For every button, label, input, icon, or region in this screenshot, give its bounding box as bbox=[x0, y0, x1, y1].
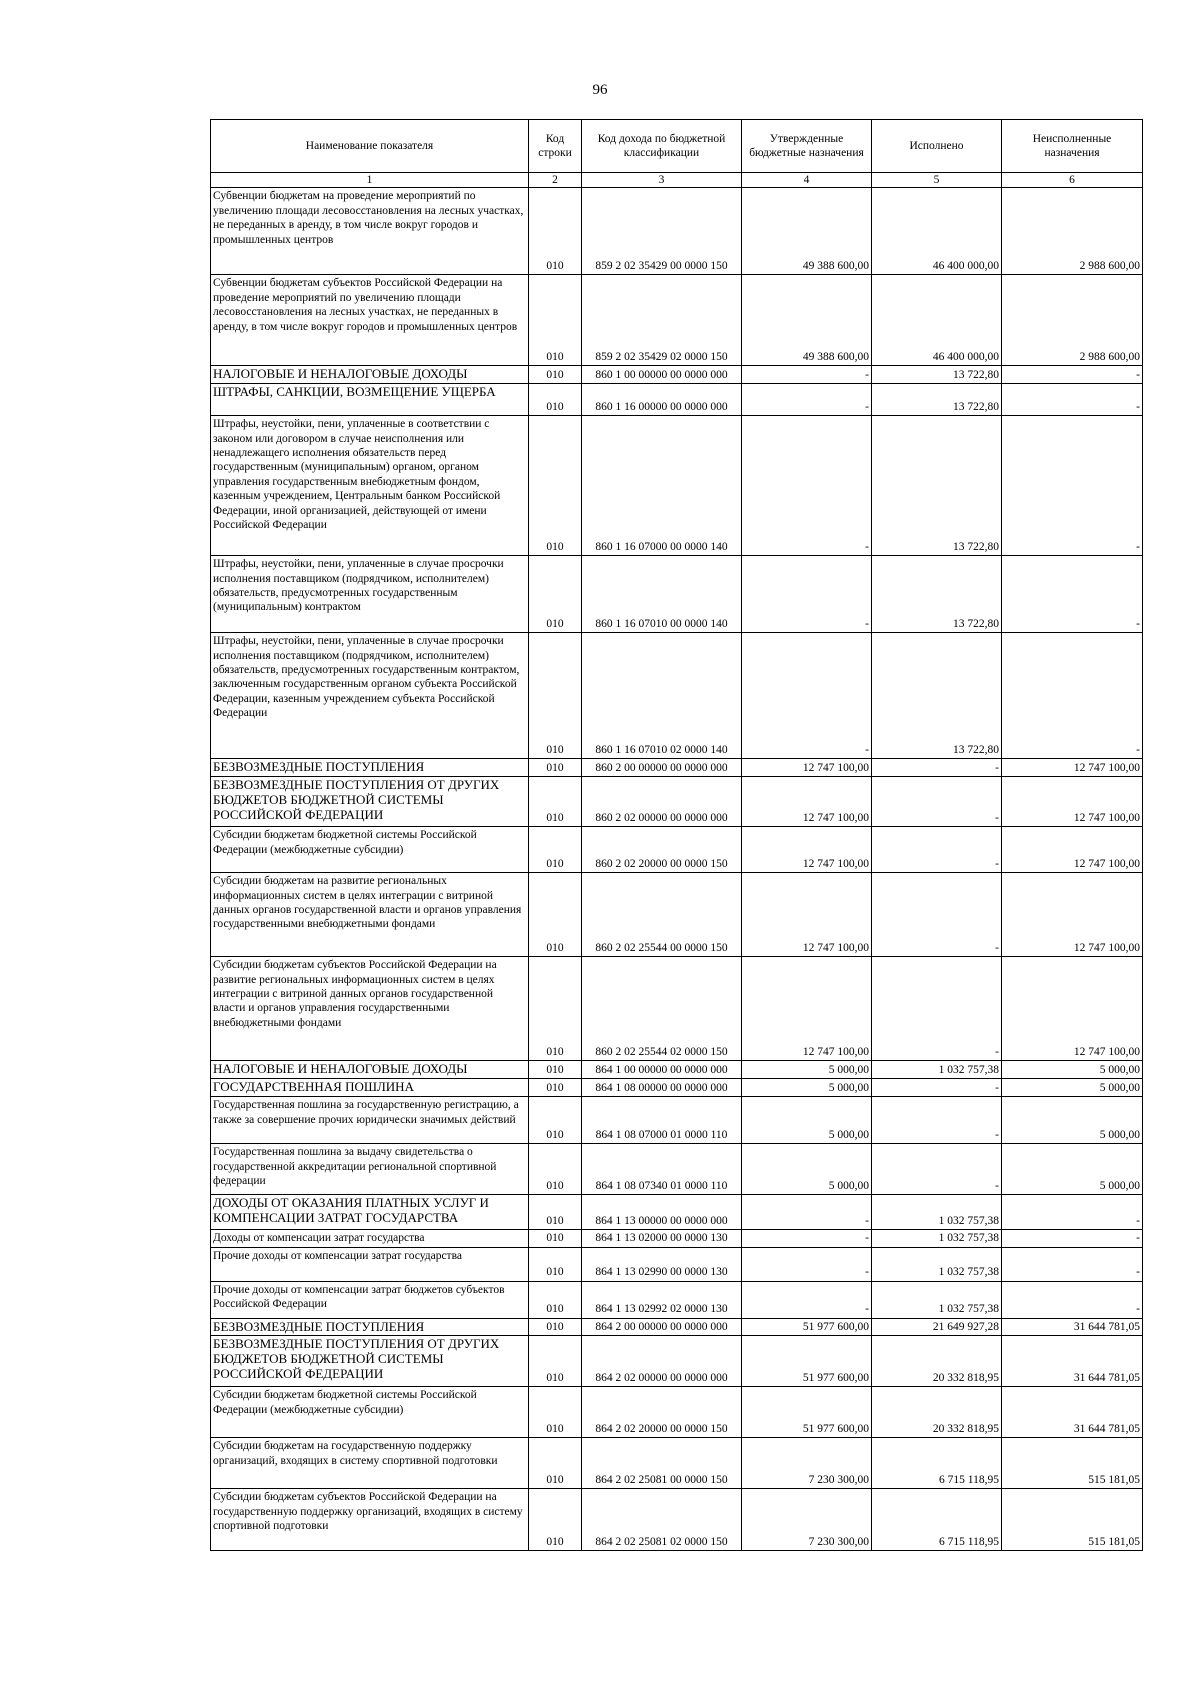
row-income-code-cell: 860 2 02 00000 00 0000 000 bbox=[582, 777, 742, 827]
row-approved-cell: - bbox=[742, 1247, 872, 1281]
row-unexecuted-cell: 12 747 100,00 bbox=[1002, 759, 1143, 777]
row-name-cell: Штрафы, неустойки, пени, уплаченные в соответствии с законом или договором в случае неисполнения или ненадлежащего исполнения обязательств перед государственным (муниципальным) органом, органом управления государственным внебюджетным фондом, казенным учреждением, Центральным банком Российской Федерации, иной организацией, действующей от имени Российской Федерации bbox=[211, 416, 529, 556]
table-row bbox=[211, 188, 1143, 275]
row-approved-cell: - bbox=[742, 556, 872, 633]
table-row bbox=[211, 1247, 1143, 1281]
row-executed-cell: 1 032 757,38 bbox=[872, 1195, 1002, 1230]
table-row bbox=[211, 873, 1143, 957]
row-executed-cell: 13 722,80 bbox=[872, 416, 1002, 556]
table-row bbox=[211, 759, 1143, 777]
row-line-code-cell: 010 bbox=[529, 759, 582, 777]
row-unexecuted-cell: 2 988 600,00 bbox=[1002, 275, 1143, 366]
row-unexecuted-cell: 5 000,00 bbox=[1002, 1061, 1143, 1079]
row-line-code-cell: 010 bbox=[529, 957, 582, 1061]
row-executed-cell: - bbox=[872, 957, 1002, 1061]
row-unexecuted-cell: 12 747 100,00 bbox=[1002, 827, 1143, 873]
row-line-code-cell: 010 bbox=[529, 1195, 582, 1230]
row-approved-cell: - bbox=[742, 633, 872, 759]
column-number: 3 bbox=[582, 173, 742, 188]
row-executed-cell: 20 332 818,95 bbox=[872, 1336, 1002, 1387]
row-approved-cell: 5 000,00 bbox=[742, 1144, 872, 1195]
row-name-cell: НАЛОГОВЫЕ И НЕНАЛОГОВЫЕ ДОХОДЫ bbox=[211, 366, 529, 384]
row-executed-cell: - bbox=[872, 759, 1002, 777]
row-unexecuted-cell: - bbox=[1002, 633, 1143, 759]
row-unexecuted-cell: 12 747 100,00 bbox=[1002, 957, 1143, 1061]
row-income-code-cell: 864 1 13 00000 00 0000 000 bbox=[582, 1195, 742, 1230]
row-income-code-cell: 859 2 02 35429 02 0000 150 bbox=[582, 275, 742, 366]
row-name-cell: Субсидии бюджетам на развитие региональных информационных систем в целях интеграции с витриной данных органов государственной власти и органов управления государственными внебюджетными фондами bbox=[211, 873, 529, 957]
row-executed-cell: 6 715 118,95 bbox=[872, 1489, 1002, 1551]
row-unexecuted-cell: - bbox=[1002, 1195, 1143, 1230]
row-income-code-cell: 864 1 08 07000 01 0000 110 bbox=[582, 1097, 742, 1144]
row-approved-cell: 7 230 300,00 bbox=[742, 1489, 872, 1551]
row-executed-cell: 13 722,80 bbox=[872, 633, 1002, 759]
row-executed-cell: 1 032 757,38 bbox=[872, 1230, 1002, 1247]
row-unexecuted-cell: - bbox=[1002, 556, 1143, 633]
row-income-code-cell: 859 2 02 35429 00 0000 150 bbox=[582, 188, 742, 275]
row-name-cell: Субвенции бюджетам субъектов Российской Федерации на проведение мероприятий по увеличению площади лесовосстановления на лесных участках, не переданных в аренду, в том числе вокруг городов и промышленных центров bbox=[211, 275, 529, 366]
row-executed-cell: 13 722,80 bbox=[872, 556, 1002, 633]
row-income-code-cell: 860 2 02 25544 02 0000 150 bbox=[582, 957, 742, 1061]
row-name-cell: Субвенции бюджетам на проведение мероприятий по увеличению площади лесовосстановления на лесных участках, не переданных в аренду, в том числе вокруг городов и промышленных центров bbox=[211, 188, 529, 275]
row-income-code-cell: 864 2 02 20000 00 0000 150 bbox=[582, 1387, 742, 1438]
table-row bbox=[211, 1318, 1143, 1336]
column-header-unexecuted: Неисполненные назначения bbox=[1002, 120, 1143, 173]
row-executed-cell: 1 032 757,38 bbox=[872, 1247, 1002, 1281]
column-header-executed: Исполнено bbox=[872, 120, 1002, 173]
row-income-code-cell: 864 2 02 25081 00 0000 150 bbox=[582, 1438, 742, 1489]
row-executed-cell: 1 032 757,38 bbox=[872, 1061, 1002, 1079]
row-name-cell: Субсидии бюджетам бюджетной системы Российской Федерации (межбюджетные субсидии) bbox=[211, 1387, 529, 1438]
row-unexecuted-cell: 2 988 600,00 bbox=[1002, 188, 1143, 275]
row-income-code-cell: 864 2 02 25081 02 0000 150 bbox=[582, 1489, 742, 1551]
row-income-code-cell: 864 1 08 00000 00 0000 000 bbox=[582, 1079, 742, 1097]
table-row bbox=[211, 957, 1143, 1061]
table-row bbox=[211, 366, 1143, 384]
row-line-code-cell: 010 bbox=[529, 1438, 582, 1489]
row-name-cell: ШТРАФЫ, САНКЦИИ, ВОЗМЕЩЕНИЕ УЩЕРБА bbox=[211, 384, 529, 416]
table-row bbox=[211, 1195, 1143, 1230]
budget-execution-table bbox=[210, 119, 1143, 1551]
row-executed-cell: 6 715 118,95 bbox=[872, 1438, 1002, 1489]
row-executed-cell: 1 032 757,38 bbox=[872, 1281, 1002, 1318]
row-executed-cell: - bbox=[872, 827, 1002, 873]
row-executed-cell: 21 649 927,28 bbox=[872, 1318, 1002, 1336]
row-income-code-cell: 860 1 16 00000 00 0000 000 bbox=[582, 384, 742, 416]
row-line-code-cell: 010 bbox=[529, 556, 582, 633]
column-number-row bbox=[211, 173, 1143, 188]
row-name-cell: Прочие доходы от компенсации затрат государства bbox=[211, 1247, 529, 1281]
row-line-code-cell: 010 bbox=[529, 777, 582, 827]
column-header-income-code: Код дохода по бюджетной классификации bbox=[582, 120, 742, 173]
row-name-cell: Государственная пошлина за государственную регистрацию, а также за совершение прочих юридически значимых действий bbox=[211, 1097, 529, 1144]
row-approved-cell: 51 977 600,00 bbox=[742, 1318, 872, 1336]
table-row bbox=[211, 1230, 1143, 1247]
row-line-code-cell: 010 bbox=[529, 1387, 582, 1438]
row-name-cell: БЕЗВОЗМЕЗДНЫЕ ПОСТУПЛЕНИЯ ОТ ДРУГИХ БЮДЖЕТОВ БЮДЖЕТНОЙ СИСТЕМЫ РОССИЙСКОЙ ФЕДЕРАЦИИ bbox=[211, 1336, 529, 1387]
row-executed-cell: 13 722,80 bbox=[872, 366, 1002, 384]
row-income-code-cell: 864 1 08 07340 01 0000 110 bbox=[582, 1144, 742, 1195]
row-line-code-cell: 010 bbox=[529, 188, 582, 275]
page-number: 96 bbox=[592, 82, 608, 98]
row-approved-cell: 5 000,00 bbox=[742, 1079, 872, 1097]
column-header-name: Наименование показателя bbox=[211, 120, 529, 173]
column-number: 1 bbox=[211, 173, 529, 188]
row-income-code-cell: 864 1 00 00000 00 0000 000 bbox=[582, 1061, 742, 1079]
row-unexecuted-cell: 12 747 100,00 bbox=[1002, 873, 1143, 957]
row-name-cell: Субсидии бюджетам бюджетной системы Российской Федерации (межбюджетные субсидии) bbox=[211, 827, 529, 873]
row-unexecuted-cell: 5 000,00 bbox=[1002, 1144, 1143, 1195]
header-row bbox=[211, 120, 1143, 173]
table-row bbox=[211, 1079, 1143, 1097]
row-approved-cell: - bbox=[742, 366, 872, 384]
table-row bbox=[211, 633, 1143, 759]
row-name-cell: БЕЗВОЗМЕЗДНЫЕ ПОСТУПЛЕНИЯ bbox=[211, 1318, 529, 1336]
row-line-code-cell: 010 bbox=[529, 275, 582, 366]
row-unexecuted-cell: - bbox=[1002, 416, 1143, 556]
column-number: 5 bbox=[872, 173, 1002, 188]
row-unexecuted-cell: 31 644 781,05 bbox=[1002, 1336, 1143, 1387]
row-unexecuted-cell: 31 644 781,05 bbox=[1002, 1318, 1143, 1336]
column-header-line-code: Код строки bbox=[529, 120, 582, 173]
row-income-code-cell: 864 1 13 02000 00 0000 130 bbox=[582, 1230, 742, 1247]
row-executed-cell: - bbox=[872, 1144, 1002, 1195]
row-name-cell: НАЛОГОВЫЕ И НЕНАЛОГОВЫЕ ДОХОДЫ bbox=[211, 1061, 529, 1079]
row-name-cell: ГОСУДАРСТВЕННАЯ ПОШЛИНА bbox=[211, 1079, 529, 1097]
table-row bbox=[211, 384, 1143, 416]
row-unexecuted-cell: - bbox=[1002, 366, 1143, 384]
table-row bbox=[211, 416, 1143, 556]
row-unexecuted-cell: 515 181,05 bbox=[1002, 1489, 1143, 1551]
column-number: 4 bbox=[742, 173, 872, 188]
row-executed-cell: - bbox=[872, 873, 1002, 957]
row-unexecuted-cell: 515 181,05 bbox=[1002, 1438, 1143, 1489]
row-executed-cell: 46 400 000,00 bbox=[872, 188, 1002, 275]
row-income-code-cell: 860 2 00 00000 00 0000 000 bbox=[582, 759, 742, 777]
row-line-code-cell: 010 bbox=[529, 384, 582, 416]
row-name-cell: Штрафы, неустойки, пени, уплаченные в случае просрочки исполнения поставщиком (подрядчиком, исполнителем) обязательств, предусмотренных государственным контрактом, заключенным государственным органом субъекта Российской Федерации, казенным учреждением субъекта Российской Федерации bbox=[211, 633, 529, 759]
row-name-cell: Штрафы, неустойки, пени, уплаченные в случае просрочки исполнения поставщиком (подрядчиком, исполнителем) обязательств, предусмотренных государственным (муниципальным) контрактом bbox=[211, 556, 529, 633]
row-approved-cell: 12 747 100,00 bbox=[742, 759, 872, 777]
row-income-code-cell: 860 1 00 00000 00 0000 000 bbox=[582, 366, 742, 384]
row-approved-cell: 5 000,00 bbox=[742, 1097, 872, 1144]
row-approved-cell: - bbox=[742, 1195, 872, 1230]
table-row bbox=[211, 1336, 1143, 1387]
row-unexecuted-cell: 5 000,00 bbox=[1002, 1097, 1143, 1144]
row-income-code-cell: 860 2 02 20000 00 0000 150 bbox=[582, 827, 742, 873]
row-name-cell: БЕЗВОЗМЕЗДНЫЕ ПОСТУПЛЕНИЯ bbox=[211, 759, 529, 777]
row-approved-cell: 12 747 100,00 bbox=[742, 957, 872, 1061]
row-approved-cell: - bbox=[742, 1230, 872, 1247]
row-unexecuted-cell: 31 644 781,05 bbox=[1002, 1387, 1143, 1438]
row-approved-cell: - bbox=[742, 416, 872, 556]
row-income-code-cell: 860 1 16 07010 02 0000 140 bbox=[582, 633, 742, 759]
row-executed-cell: 13 722,80 bbox=[872, 384, 1002, 416]
row-line-code-cell: 010 bbox=[529, 1247, 582, 1281]
row-approved-cell: 51 977 600,00 bbox=[742, 1336, 872, 1387]
row-executed-cell: - bbox=[872, 777, 1002, 827]
row-line-code-cell: 010 bbox=[529, 633, 582, 759]
table-row bbox=[211, 1097, 1143, 1144]
row-line-code-cell: 010 bbox=[529, 366, 582, 384]
row-name-cell: ДОХОДЫ ОТ ОКАЗАНИЯ ПЛАТНЫХ УСЛУГ И КОМПЕНСАЦИИ ЗАТРАТ ГОСУДАРСТВА bbox=[211, 1195, 529, 1230]
row-executed-cell: 20 332 818,95 bbox=[872, 1387, 1002, 1438]
table-body bbox=[211, 188, 1143, 1551]
row-income-code-cell: 860 1 16 07000 00 0000 140 bbox=[582, 416, 742, 556]
row-name-cell: Прочие доходы от компенсации затрат бюджетов субъектов Российской Федерации bbox=[211, 1281, 529, 1318]
column-number: 6 bbox=[1002, 173, 1143, 188]
row-line-code-cell: 010 bbox=[529, 1318, 582, 1336]
row-income-code-cell: 864 2 02 00000 00 0000 000 bbox=[582, 1336, 742, 1387]
row-line-code-cell: 010 bbox=[529, 1097, 582, 1144]
row-income-code-cell: 864 2 00 00000 00 0000 000 bbox=[582, 1318, 742, 1336]
row-line-code-cell: 010 bbox=[529, 1230, 582, 1247]
row-line-code-cell: 010 bbox=[529, 873, 582, 957]
column-number: 2 bbox=[529, 173, 582, 188]
row-unexecuted-cell: 12 747 100,00 bbox=[1002, 777, 1143, 827]
row-approved-cell: 12 747 100,00 bbox=[742, 777, 872, 827]
row-name-cell: Субсидии бюджетам субъектов Российской Федерации на государственную поддержку организаций, входящих в систему спортивной подготовки bbox=[211, 1489, 529, 1551]
table-row bbox=[211, 1281, 1143, 1318]
table-row bbox=[211, 1144, 1143, 1195]
table-row bbox=[211, 275, 1143, 366]
row-unexecuted-cell: - bbox=[1002, 384, 1143, 416]
row-unexecuted-cell: - bbox=[1002, 1281, 1143, 1318]
table-row bbox=[211, 827, 1143, 873]
row-name-cell: Государственная пошлина за выдачу свидетельства о государственной аккредитации региональной спортивной федерации bbox=[211, 1144, 529, 1195]
column-header-approved: Утвержденные бюджетные назначения bbox=[742, 120, 872, 173]
row-approved-cell: 12 747 100,00 bbox=[742, 827, 872, 873]
row-executed-cell: 46 400 000,00 bbox=[872, 275, 1002, 366]
row-unexecuted-cell: - bbox=[1002, 1230, 1143, 1247]
row-income-code-cell: 864 1 13 02992 02 0000 130 bbox=[582, 1281, 742, 1318]
row-line-code-cell: 010 bbox=[529, 1281, 582, 1318]
row-unexecuted-cell: 5 000,00 bbox=[1002, 1079, 1143, 1097]
row-line-code-cell: 010 bbox=[529, 1144, 582, 1195]
row-income-code-cell: 860 1 16 07010 00 0000 140 bbox=[582, 556, 742, 633]
table-row bbox=[211, 777, 1143, 827]
row-approved-cell: 49 388 600,00 bbox=[742, 188, 872, 275]
row-name-cell: Доходы от компенсации затрат государства bbox=[211, 1230, 529, 1247]
row-approved-cell: 12 747 100,00 bbox=[742, 873, 872, 957]
row-income-code-cell: 864 1 13 02990 00 0000 130 bbox=[582, 1247, 742, 1281]
table-row bbox=[211, 1438, 1143, 1489]
row-name-cell: Субсидии бюджетам субъектов Российской Федерации на развитие региональных информационных систем в целях интеграции с витриной данных органов государственной власти и органов управления государственными внебюджетными фондами bbox=[211, 957, 529, 1061]
row-approved-cell: 5 000,00 bbox=[742, 1061, 872, 1079]
row-line-code-cell: 010 bbox=[529, 1489, 582, 1551]
table-row bbox=[211, 1387, 1143, 1438]
row-name-cell: БЕЗВОЗМЕЗДНЫЕ ПОСТУПЛЕНИЯ ОТ ДРУГИХ БЮДЖЕТОВ БЮДЖЕТНОЙ СИСТЕМЫ РОССИЙСКОЙ ФЕДЕРАЦИИ bbox=[211, 777, 529, 827]
row-line-code-cell: 010 bbox=[529, 1336, 582, 1387]
row-unexecuted-cell: - bbox=[1002, 1247, 1143, 1281]
row-executed-cell: - bbox=[872, 1079, 1002, 1097]
row-line-code-cell: 010 bbox=[529, 1079, 582, 1097]
row-line-code-cell: 010 bbox=[529, 416, 582, 556]
row-approved-cell: - bbox=[742, 384, 872, 416]
row-approved-cell: 51 977 600,00 bbox=[742, 1387, 872, 1438]
row-name-cell: Субсидии бюджетам на государственную поддержку организаций, входящих в систему спортивной подготовки bbox=[211, 1438, 529, 1489]
table-row bbox=[211, 1489, 1143, 1551]
row-approved-cell: 49 388 600,00 bbox=[742, 275, 872, 366]
row-executed-cell: - bbox=[872, 1097, 1002, 1144]
table-row bbox=[211, 1061, 1143, 1079]
table-row bbox=[211, 556, 1143, 633]
row-income-code-cell: 860 2 02 25544 00 0000 150 bbox=[582, 873, 742, 957]
row-approved-cell: 7 230 300,00 bbox=[742, 1438, 872, 1489]
row-line-code-cell: 010 bbox=[529, 827, 582, 873]
row-approved-cell: - bbox=[742, 1281, 872, 1318]
row-line-code-cell: 010 bbox=[529, 1061, 582, 1079]
